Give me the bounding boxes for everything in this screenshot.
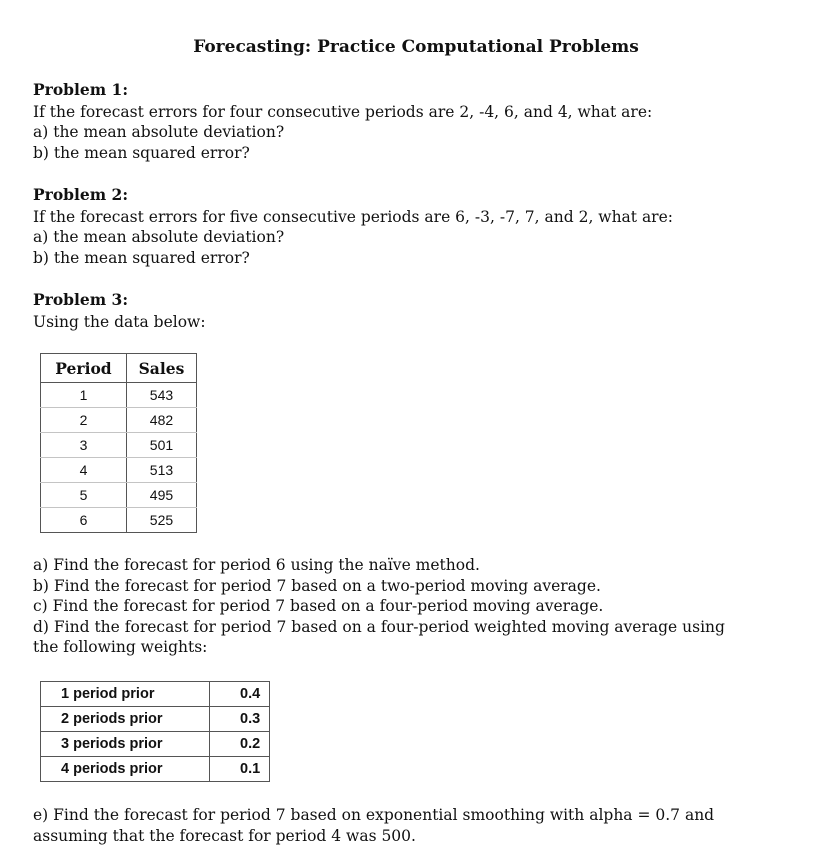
period-cell: 2 <box>41 408 127 433</box>
weight-label-cell: 4 periods prior <box>41 757 210 782</box>
problem-1-heading: Problem 1: <box>33 80 129 99</box>
weight-label-cell: 1 period prior <box>41 682 210 707</box>
question-e: e) Find the forecast for period 7 based on exponential smoothing with alpha = 0.7 and assuming that the forecast for period 4 was 500. <box>33 806 715 845</box>
sales-table <box>40 353 197 533</box>
weight-value-cell: 0.4 <box>210 682 270 707</box>
column-header-period: Period <box>41 354 127 383</box>
weight-value-cell: 0.1 <box>210 757 270 782</box>
problem-3-questions <box>33 555 793 658</box>
sales-cell: 495 <box>126 483 196 508</box>
weight-value-cell: 0.2 <box>210 732 270 757</box>
problem-3-question-e <box>33 805 793 846</box>
period-cell: 5 <box>41 483 127 508</box>
question-b: b) Find the forecast for period 7 based on a two-period moving average. <box>33 576 601 595</box>
problem-1-part-a: a) the mean absolute deviation? <box>33 123 285 141</box>
sales-cell: 543 <box>126 383 196 408</box>
period-cell: 1 <box>41 383 127 408</box>
period-cell: 6 <box>41 508 127 533</box>
table-row <box>41 707 270 732</box>
column-header-sales: Sales <box>126 354 196 383</box>
table-row <box>41 508 197 533</box>
table-row <box>41 383 197 408</box>
period-cell: 4 <box>41 458 127 483</box>
table-row <box>41 433 197 458</box>
question-c: c) Find the forecast for period 7 based on a four-period moving average. <box>33 597 604 615</box>
weights-table <box>40 681 270 782</box>
problem-1-statement: If the forecast errors for four consecutive periods are 2, -4, 6, and 4, what are: <box>33 102 653 121</box>
problem-2-part-a: a) the mean absolute deviation? <box>33 228 285 246</box>
sales-cell: 482 <box>126 408 196 433</box>
problem-2-statement: If the forecast errors for five consecutive periods are 6, -3, -7, 7, and 2, what are: <box>33 207 673 226</box>
sales-cell: 513 <box>126 458 196 483</box>
table-row <box>41 408 197 433</box>
sales-table-header-row <box>41 354 197 383</box>
problem-2-heading: Problem 2: <box>33 185 129 204</box>
problem-2-part-b: b) the mean squared error? <box>33 248 250 267</box>
table-row <box>41 732 270 757</box>
table-row <box>41 458 197 483</box>
problem-3 <box>33 290 793 332</box>
question-d: d) Find the forecast for period 7 based on a four-period weighted moving average using the following weights: <box>33 617 725 656</box>
problem-1 <box>33 80 793 163</box>
weight-label-cell: 2 periods prior <box>41 707 210 732</box>
weight-value-cell: 0.3 <box>210 707 270 732</box>
problem-2 <box>33 185 793 268</box>
sales-cell: 501 <box>126 433 196 458</box>
page-title: Forecasting: Practice Computational Problems <box>193 37 639 57</box>
problem-3-heading: Problem 3: <box>33 290 129 309</box>
sales-cell: 525 <box>126 508 196 533</box>
question-a: a) Find the forecast for period 6 using the naïve method. <box>33 556 480 574</box>
table-row <box>41 483 197 508</box>
table-row <box>41 757 270 782</box>
period-cell: 3 <box>41 433 127 458</box>
problem-1-part-b: b) the mean squared error? <box>33 143 250 162</box>
weight-label-cell: 3 periods prior <box>41 732 210 757</box>
table-row <box>41 682 270 707</box>
problem-3-intro: Using the data below: <box>33 312 206 331</box>
